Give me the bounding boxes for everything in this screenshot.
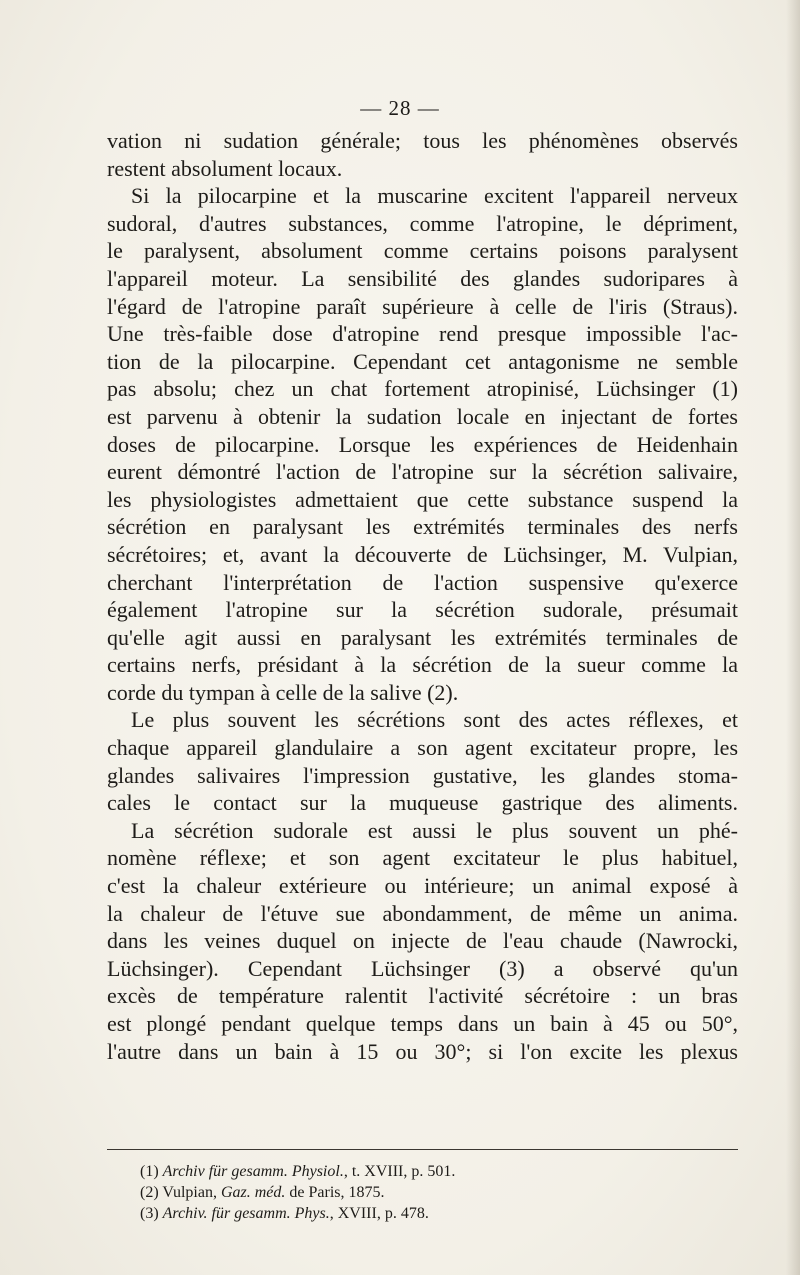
- text-line: sécrétoires; et, avant la découverte de Lüchsinger, M. Vulpian,: [107, 541, 738, 567]
- text-line: certains nerfs, présidant à la sécrétion de la sueur comme la: [107, 652, 738, 678]
- text-line: la chaleur de l'étuve sue abondamment, de même un anima.: [107, 900, 738, 926]
- text-line: cherchant l'interprétation de l'action suspensive qu'exerce: [107, 569, 738, 595]
- footnote-number: (1): [140, 1163, 163, 1180]
- footnote-reference: de Paris, 1875.: [285, 1184, 385, 1201]
- text-line: eurent démontré l'action de l'atropine sur la sécrétion salivaire,: [107, 459, 738, 485]
- text-line: sudoral, d'autres substances, comme l'atropine, le dépriment,: [107, 210, 738, 236]
- text-line: les physiologistes admettaient que cette substance suspend la: [107, 486, 738, 512]
- footnote-separator: [107, 1149, 738, 1150]
- footnote-source-title: Archiv für gesamm. Physiol.: [162, 1163, 344, 1180]
- text-line: également l'atropine sur la sécrétion sudorale, présumait: [107, 597, 738, 623]
- text-line: nomène réflexe; et son agent excitateur le plus habituel,: [107, 845, 738, 871]
- text-line: corde du tympan à celle de la salive (2).: [107, 679, 459, 705]
- text-line: l'égard de l'atropine paraît supérieure à celle de l'iris (Straus).: [107, 293, 738, 319]
- text-line: Lüchsinger). Cependant Lüchsinger (3) a observé qu'un: [107, 955, 738, 981]
- text-line: Le plus souvent les sécrétions sont des actes réflexes, et: [131, 707, 738, 733]
- text-line: excès de température ralentit l'activité sécrétoire : un bras: [107, 983, 738, 1009]
- text-line: pas absolu; chez un chat fortement atropinisé, Lüchsinger (1): [107, 376, 738, 402]
- footnote-reference: , XVIII, p. 478.: [329, 1205, 429, 1222]
- text-line: est parvenu à obtenir la sudation locale en injectant de fortes: [107, 403, 738, 429]
- text-line: vation ni sudation générale; tous les phénomènes observés: [107, 128, 738, 153]
- text-line: chaque appareil glandulaire a son agent excitateur propre, les: [107, 735, 738, 761]
- footnote-1: [140, 1161, 700, 1182]
- text-line: dans les veines duquel on injecte de l'eau chaude (Nawrocki,: [107, 928, 738, 954]
- footnote-number: (2): [140, 1184, 163, 1201]
- text-line: glandes salivaires l'impression gustative, les glandes stoma-: [107, 762, 738, 788]
- text-line: tion de la pilocarpine. Cependant cet antagonisme ne semble: [107, 348, 738, 374]
- text-line: sécrétion en paralysant les extrémités terminales des nerfs: [107, 514, 738, 540]
- footnote-author: Vulpian,: [162, 1184, 221, 1201]
- text-line: Une très-faible dose d'atropine rend presque impossible l'ac-: [107, 321, 738, 347]
- text-line: l'appareil moteur. La sensibilité des glandes sudoripares à: [107, 265, 738, 291]
- footnote-source-title: Gaz. méd.: [220, 1184, 286, 1201]
- page-edge-shadow: [786, 0, 800, 1275]
- footnote-source-title: Archiv. für gesamm. Phys.: [162, 1205, 330, 1222]
- text-line: cales le contact sur la muqueuse gastrique des aliments.: [107, 790, 738, 816]
- text-line: est plongé pendant quelque temps dans un bain à 45 ou 50°,: [107, 1011, 738, 1036]
- text-line: l'autre dans un bain à 15 ou 30°; si l'on excite les plexus: [107, 1038, 738, 1064]
- footnote-number: (3): [140, 1205, 163, 1222]
- text-line: doses de pilocarpine. Lorsque les expériences de Heidenhain: [107, 431, 738, 457]
- page-number: — 28 —: [360, 96, 440, 120]
- text-line: Si la pilocarpine et la muscarine excitent l'appareil nerveux: [131, 183, 738, 209]
- text-line: restent absolument locaux.: [107, 155, 343, 181]
- text-line: La sécrétion sudorale est aussi le plus souvent un phé-: [131, 817, 738, 843]
- footnote-reference: , t. XVIII, p. 501.: [343, 1163, 456, 1180]
- footnote-2: [140, 1182, 700, 1203]
- footnotes: [140, 1161, 700, 1224]
- text-line: c'est la chaleur extérieure ou intérieure; un animal exposé à: [107, 873, 738, 899]
- text-line: le paralysent, absolument comme certains poisons paralysent: [107, 238, 738, 264]
- text-line: qu'elle agit aussi en paralysant les extrémités terminales de: [107, 624, 738, 650]
- footnote-3: [140, 1203, 700, 1224]
- body-text: [107, 127, 738, 1065]
